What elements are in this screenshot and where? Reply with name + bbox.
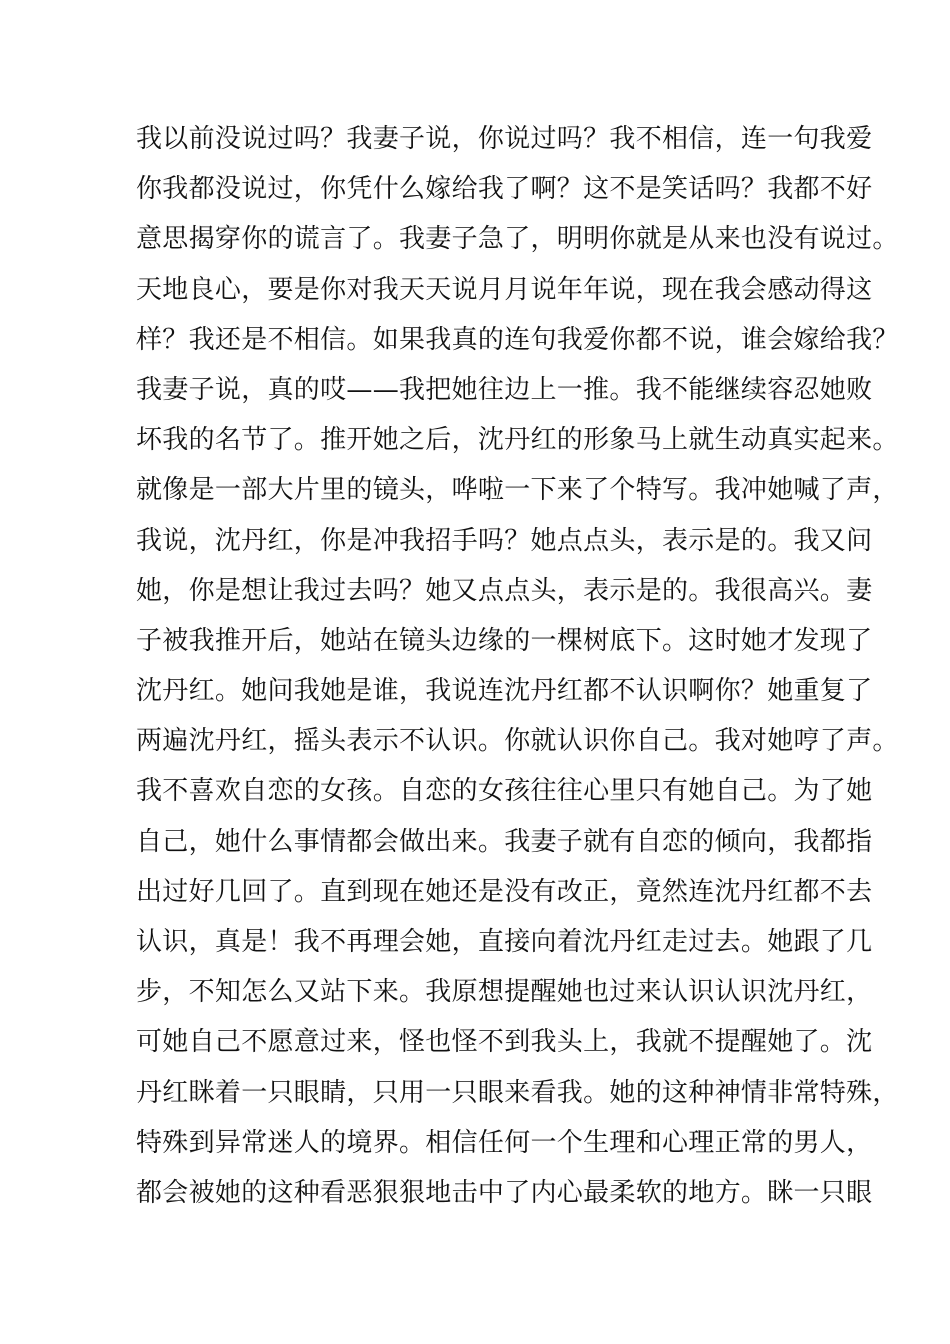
text-line-1: 我以前没说过吗？我妻子说，你说过吗？我不相信，连一句我爱 <box>136 124 873 154</box>
text-line-20: 丹红眯着一只眼睛，只用一只眼来看我。她的这种神情非常特殊， <box>136 1077 899 1108</box>
text-line-12: 沈丹红。她问我她是谁，我说连沈丹红都不认识啊你？她重复了 <box>136 676 873 707</box>
text-line-8: 就像是一部大片里的镜头，哗啦一下来了个特写。我冲她喊了声， <box>136 475 899 506</box>
text-line-16: 出过好几回了。直到现在她还是没有改正，竟然连沈丹红都不去 <box>136 876 873 907</box>
text-line-10: 她，你是想让我过去吗？她又点点头，表示是的。我很高兴。妻 <box>136 575 873 606</box>
text-line-7: 坏我的名节了。推开她之后，沈丹红的形象马上就生动真实起来。 <box>136 425 899 456</box>
text-line-19: 可她自己不愿意过来，怪也怪不到我头上，我就不提醒她了。沈 <box>136 1027 873 1058</box>
body-text <box>136 114 899 1218</box>
text-line-9: 我说，沈丹红，你是冲我招手吗？她点点头，表示是的。我又问 <box>136 525 873 556</box>
text-line-3: 意思揭穿你的谎言了。我妻子急了，明明你就是从来也没有说过。 <box>136 224 899 255</box>
text-line-5: 样？我还是不相信。如果我真的连句我爱你都不说，谁会嫁给我？ <box>136 324 899 355</box>
text-line-13: 两遍沈丹红，摇头表示不认识。你就认识你自己。我对她哼了声。 <box>136 726 899 757</box>
text-line-21: 特殊到异常迷人的境界。相信任何一个生理和心理正常的男人， <box>136 1127 873 1158</box>
text-line-6: 我妻子说，真的哎——我把她往边上一推。我不能继续容忍她败 <box>136 374 873 405</box>
text-line-22: 都会被她的这种看恶狠狠地击中了内心最柔软的地方。眯一只眼 <box>136 1177 873 1208</box>
text-line-18: 步，不知怎么又站下来。我原想提醒她也过来认识认识沈丹红， <box>136 977 873 1008</box>
text-line-4: 天地良心，要是你对我天天说月月说年年说，现在我会感动得这 <box>136 274 873 305</box>
text-line-2: 你我都没说过，你凭什么嫁给我了啊？这不是笑话吗？我都不好 <box>136 174 873 205</box>
text-line-15: 自己，她什么事情都会做出来。我妻子就有自恋的倾向，我都指 <box>136 826 873 857</box>
text-line-17: 认识，真是！我不再理会她，直接向着沈丹红走过去。她跟了几 <box>136 927 873 957</box>
text-line-11: 子被我推开后，她站在镜头边缘的一棵树底下。这时她才发现了 <box>136 625 873 656</box>
text-line-14: 我不喜欢自恋的女孩。自恋的女孩往往心里只有她自己。为了她 <box>136 776 873 807</box>
